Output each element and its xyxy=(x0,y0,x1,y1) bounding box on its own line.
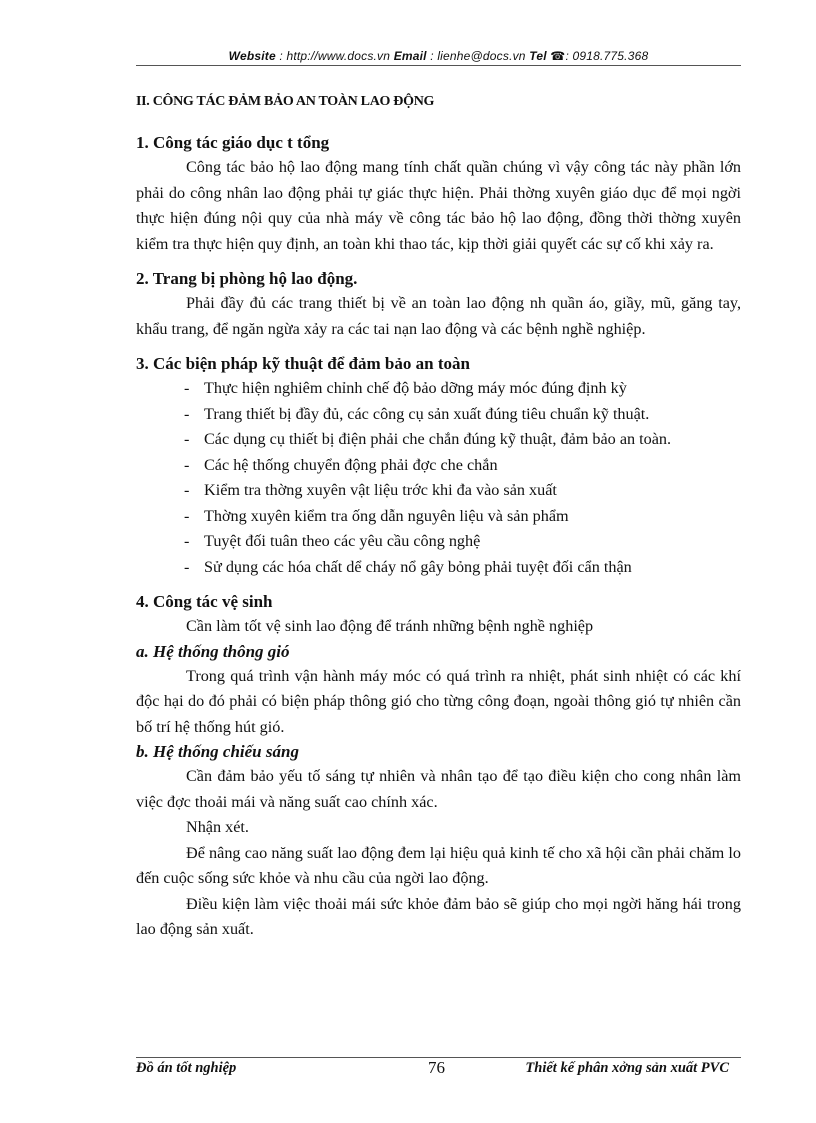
para-lighting: Cần đảm bảo yếu tố sáng tự nhiên và nhân tạo để tạo điều kiện cho cong nhân làm việc đợc thoải mái và năng suất cao chính xác. xyxy=(136,767,741,811)
tel-label: Tel xyxy=(529,49,547,63)
header-divider xyxy=(136,65,741,66)
list-item: - Tuyệt đối tuân theo các yêu cầu công nghệ xyxy=(184,532,481,550)
website-label: Website xyxy=(228,49,276,63)
phone-icon: ☎ xyxy=(550,49,566,63)
list-item: - Các dụng cụ thiết bị điện phải che chắn đúng kỹ thuật, đảm bảo an toàn. xyxy=(184,430,672,448)
footer-left: Đồ án tốt nghiệp xyxy=(136,1060,237,1076)
para-ventilation: Trong quá trình vận hành máy móc có quá trình ra nhiệt, phát sinh nhiệt có các khí độc hại do đó phải có biện pháp thông gió cho từng công đoạn, ngoài thông gió tự nhiên cần bố trí hệ thống hút gió. xyxy=(136,666,741,736)
list-item: - Trang thiết bị đầy đủ, các công cụ sản xuất đúng tiêu chuẩn kỹ thuật. xyxy=(184,404,650,423)
heading-protective-equipment: 2. Trang bị phòng hộ lao động. xyxy=(136,269,358,288)
remark-label: Nhận xét. xyxy=(186,818,249,836)
para-education: Công tác bảo hộ lao động mang tính chất quần chúng vì vậy công tác này phần lớn phải do công nhân lao động phải tự giác thực hiện. Phải thờng xuyên giáo dục để mọi ngời thực hiện đúng nội quy của nhà máy về công tác bảo hộ lao động, đồng thời thờng xuyên kiểm tra thực hiện quy định, an toàn khi thao tác, kịp thời giải quyết các sự cố khi xảy ra. xyxy=(136,158,741,253)
para-hygiene-intro: Cần làm tốt vệ sinh lao động để tránh những bệnh nghề nghiệp xyxy=(186,617,594,635)
remark-para-1: Để nâng cao năng suất lao động đem lại hiệu quả kinh tế cho xã hội cần phải chăm lo đến cuộc sống sức khỏe và nhu cầu của ngời lao động. xyxy=(136,843,741,887)
list-item: - Các hệ thống chuyển động phải đợc che chắn xyxy=(184,455,498,474)
list-item: - Thực hiện nghiêm chỉnh chế độ bảo dỡng máy móc đúng định kỳ xyxy=(184,379,627,397)
website-url: : http://www.docs.vn xyxy=(279,49,391,63)
tel-value: : 0918.775.368 xyxy=(565,49,649,63)
page-body xyxy=(136,92,741,943)
subheading-lighting: b. Hệ thống chiếu sáng xyxy=(136,742,299,761)
heading-technical-measures: 3. Các biện pháp kỹ thuật để đảm bảo an toàn xyxy=(136,354,470,373)
para-protective-equipment: Phải đầy đủ các trang thiết bị về an toàn lao động nh quần áo, giầy, mũ, găng tay, khẩu trang, để ngăn ngừa xảy ra các tai nạn lao động và các bệnh nghề nghiệp. xyxy=(136,294,741,338)
list-item: - Thờng xuyên kiểm tra ống dẫn nguyên liệu và sản phẩm xyxy=(184,506,569,525)
email-label: Email xyxy=(393,49,427,63)
page-footer xyxy=(136,1058,741,1080)
subheading-ventilation: a. Hệ thống thông gió xyxy=(136,641,290,661)
list-item: - Sử dụng các hóa chất dể cháy nổ gây bỏng phải tuyệt đối cẩn thận xyxy=(184,557,632,576)
page-header xyxy=(136,49,741,63)
heading-hygiene: 4. Công tác vệ sinh xyxy=(136,592,273,611)
technical-measures-list xyxy=(136,376,741,580)
footer-right: Thiết kế phân xởng sản xuất PVC xyxy=(525,1060,729,1076)
email-value: : lienhe@docs.vn xyxy=(430,49,526,63)
section-title: II. CÔNG TÁC ĐẢM BẢO AN TOÀN LAO ĐỘNG xyxy=(136,94,435,109)
page-number: 76 xyxy=(428,1058,445,1077)
heading-education: 1. Công tác giáo dục t tổng xyxy=(136,133,330,152)
list-item: - Kiểm tra thờng xuyên vật liệu trớc khi đa vào sản xuất xyxy=(184,481,557,499)
remark-para-2: Điều kiện làm việc thoải mái sức khỏe đảm bảo sẽ giúp cho mọi ngời hăng hái trong lao động sản xuất. xyxy=(136,894,741,938)
